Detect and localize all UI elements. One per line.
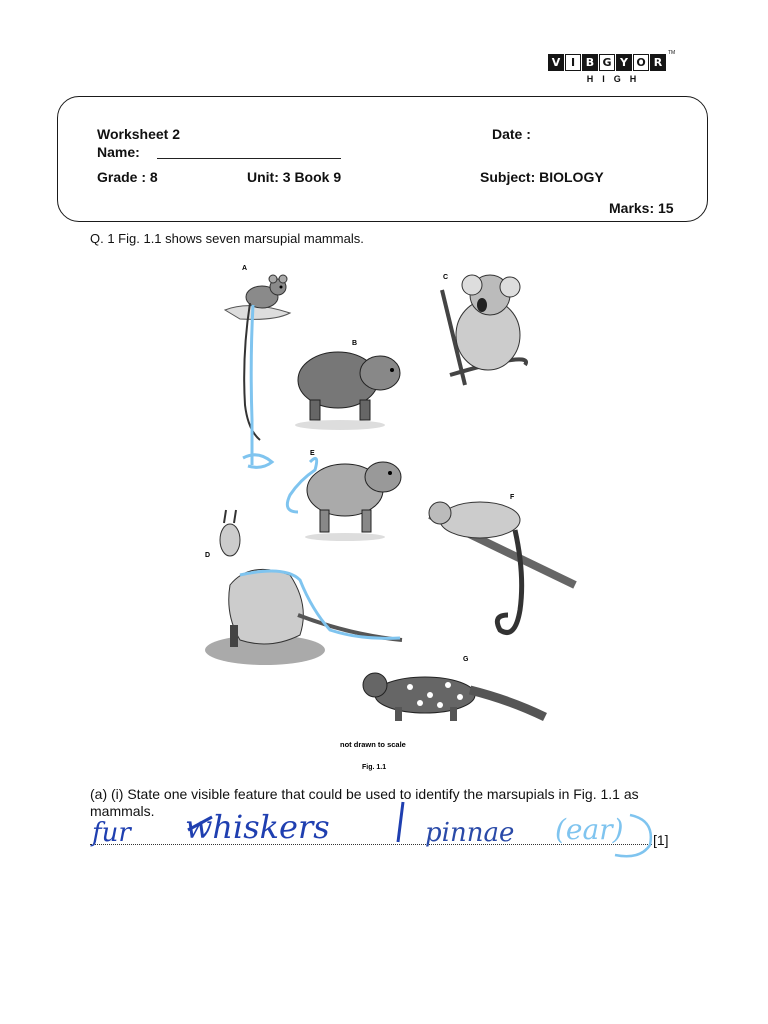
grade-label: Grade : 8	[97, 169, 158, 185]
question-a-text: (a) (i) State one visible feature that could be used to identify the marsupials in Fig. 1.1 as mammals.	[90, 786, 639, 819]
logo-letter-boxes	[548, 54, 672, 71]
marsupials-figure	[180, 255, 580, 775]
marsupial-f-illustration	[429, 502, 575, 633]
marsupial-b-illustration	[295, 352, 400, 430]
logo-letter: G	[599, 54, 615, 71]
trademark-mark: TM	[668, 50, 676, 56]
figure-label-b: B	[352, 340, 358, 347]
scale-note: not drawn to scale	[340, 740, 406, 749]
subject-label: Subject: BIOLOGY	[480, 169, 604, 185]
marsupial-g-illustration	[363, 673, 545, 721]
question-1-text: Q. 1 Fig. 1.1 shows seven marsupial mammals.	[90, 231, 364, 246]
logo-subtitle: HIGH	[586, 74, 646, 84]
handwritten-answer-whiskers: whiskers	[185, 808, 330, 846]
logo-letter: O	[633, 54, 649, 71]
figure-label-a: A	[242, 265, 248, 272]
marsupial-d-illustration	[205, 510, 402, 665]
unit-label: Unit: 3 Book 9	[247, 169, 342, 185]
name-label: Name:	[97, 144, 140, 160]
name-blank-line	[157, 158, 341, 159]
figure-label-g: G	[463, 656, 469, 663]
figure-label-e: E	[310, 450, 315, 457]
figure-caption: Fig. 1.1	[362, 764, 387, 771]
marsupial-a-illustration	[225, 275, 290, 440]
mark-allocation: [1]	[653, 832, 669, 848]
figure-label-d: D	[205, 552, 211, 559]
handwritten-answer-ear: (ear)	[555, 813, 624, 846]
marks-label: Marks: 15	[609, 200, 674, 216]
marsupial-e-illustration	[305, 462, 401, 541]
logo-letter: R	[650, 54, 666, 71]
figure-label-c: C	[443, 274, 449, 281]
logo-letter: Y	[616, 54, 632, 71]
marsupial-c-illustration	[442, 275, 526, 385]
handwritten-answer-pinnae: pinnae	[425, 818, 515, 848]
worksheet-title: Worksheet 2	[97, 126, 180, 142]
logo-letter: B	[582, 54, 598, 71]
school-logo	[548, 54, 672, 84]
logo-letter: V	[548, 54, 564, 71]
logo-letter: I	[565, 54, 581, 71]
date-label: Date :	[492, 126, 531, 142]
figure-label-f: F	[510, 494, 515, 501]
handwritten-answer-fur: fur	[92, 818, 131, 848]
